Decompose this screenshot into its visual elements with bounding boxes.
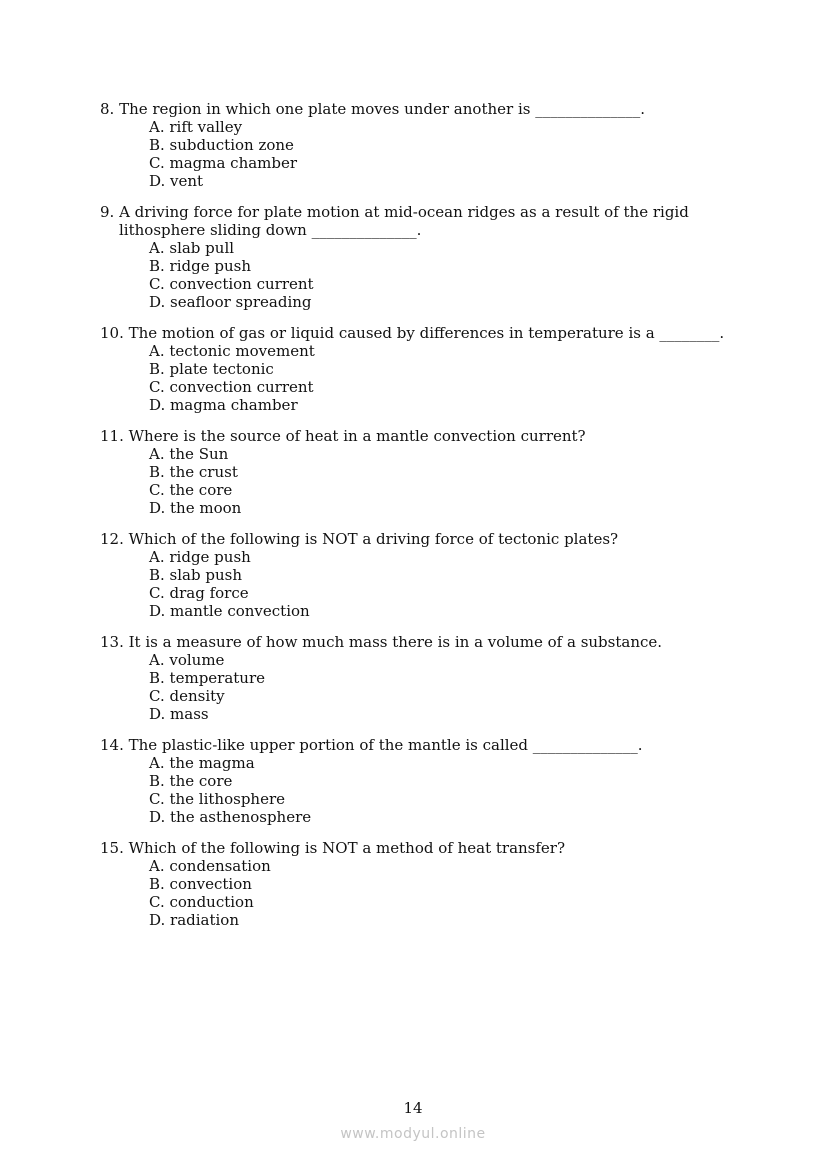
question-15	[100, 839, 780, 929]
option-c: C. the core	[149, 481, 233, 499]
question-9	[100, 203, 780, 311]
option-list	[100, 239, 780, 311]
option-b: B. ridge push	[149, 257, 251, 275]
option-list	[100, 445, 780, 517]
question-13	[100, 633, 780, 723]
option-d: D. the moon	[149, 499, 242, 517]
option-d: D. vent	[149, 172, 204, 190]
watermark: www.modyul.online	[340, 1126, 486, 1142]
option-list	[100, 118, 780, 190]
option-d: D. mass	[149, 705, 209, 723]
option-a: A. the Sun	[149, 445, 229, 463]
option-list	[100, 548, 780, 620]
option-list	[100, 342, 780, 414]
option-c: C. the lithosphere	[149, 790, 286, 808]
option-b: B. subduction zone	[149, 136, 294, 154]
option-b: B. plate tectonic	[149, 360, 274, 378]
question-stem-line-2: lithosphere sliding down ______________.	[119, 221, 422, 239]
question-stem: 10. The motion of gas or liquid caused by differences in temperature is a ________.	[100, 324, 725, 342]
option-d: D. seafloor spreading	[149, 293, 312, 311]
option-b: B. the crust	[149, 463, 238, 481]
option-a: A. the magma	[149, 754, 255, 772]
option-c: C. magma chamber	[149, 154, 298, 172]
option-list	[100, 651, 780, 723]
question-14	[100, 736, 780, 826]
option-b: B. temperature	[149, 669, 266, 687]
question-stem	[100, 203, 780, 239]
question-12	[100, 530, 780, 620]
page-number: 14	[403, 1099, 423, 1117]
question-10	[100, 324, 780, 414]
question-list	[100, 100, 780, 942]
option-a: A. volume	[149, 651, 225, 669]
question-stem: 15. Which of the following is NOT a method of heat transfer?	[100, 839, 566, 857]
option-d: D. magma chamber	[149, 396, 298, 414]
option-a: A. ridge push	[149, 548, 251, 566]
option-d: D. mantle convection	[149, 602, 310, 620]
option-c: C. drag force	[149, 584, 249, 602]
option-c: C. convection current	[149, 378, 314, 396]
option-b: B. convection	[149, 875, 252, 893]
question-11	[100, 427, 780, 517]
option-list	[100, 857, 780, 929]
question-stem: 11. Where is the source of heat in a mantle convection current?	[100, 427, 586, 445]
question-stem: 8. The region in which one plate moves under another is ______________.	[100, 100, 645, 118]
option-c: C. conduction	[149, 893, 254, 911]
question-stem: 13. It is a measure of how much mass there is in a volume of a substance.	[100, 633, 663, 651]
question-stem-line-1: 9. A driving force for plate motion at mid-ocean ridges as a result of the rigid	[100, 203, 689, 221]
question-stem: 14. The plastic-like upper portion of the mantle is called ______________.	[100, 736, 643, 754]
option-b: B. the core	[149, 772, 233, 790]
option-d: D. the asthenosphere	[149, 808, 312, 826]
option-c: C. density	[149, 687, 225, 705]
option-a: A. slab pull	[149, 239, 235, 257]
option-a: A. tectonic movement	[149, 342, 315, 360]
question-8	[100, 100, 780, 190]
option-list	[100, 754, 780, 826]
option-d: D. radiation	[149, 911, 239, 929]
option-b: B. slab push	[149, 566, 242, 584]
option-a: A. rift valley	[149, 118, 243, 136]
option-a: A. condensation	[149, 857, 271, 875]
option-c: C. convection current	[149, 275, 314, 293]
question-stem: 12. Which of the following is NOT a driving force of tectonic plates?	[100, 530, 619, 548]
